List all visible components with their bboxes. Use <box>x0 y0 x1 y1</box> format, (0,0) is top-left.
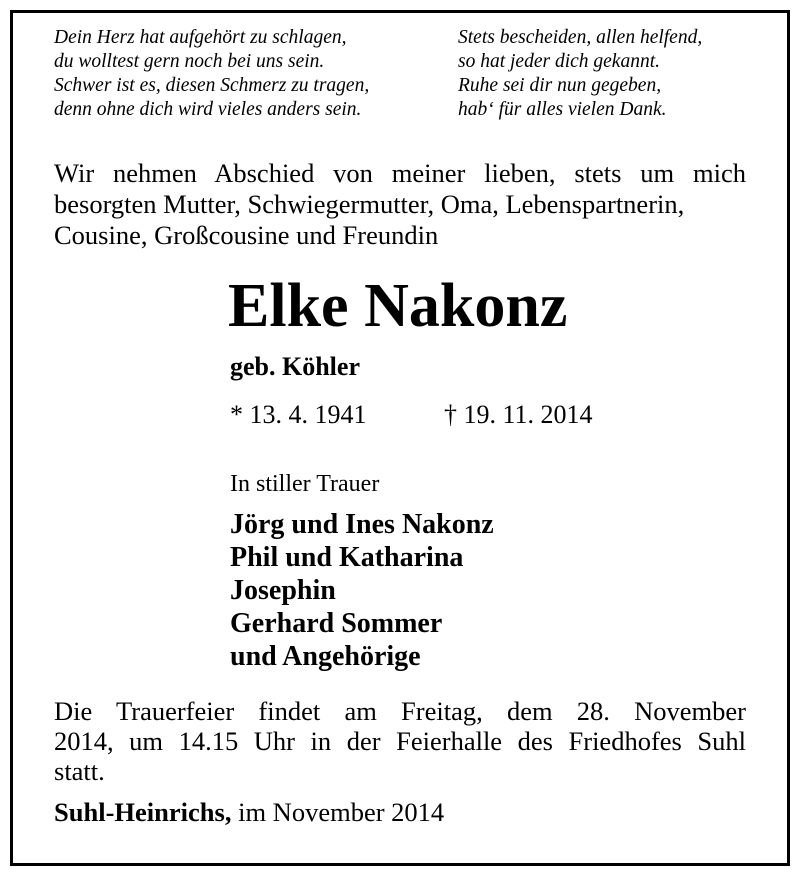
deceased-name: Elke Nakonz <box>228 272 568 340</box>
closing-line <box>54 797 444 827</box>
poem-line: so hat jeder dich gekannt. <box>458 51 660 72</box>
mourner: Phil und Katharina <box>230 542 464 573</box>
poem-line: hab‘ für alles vielen Dank. <box>458 99 667 120</box>
poem-line: du wolltest gern noch bei uns sein. <box>54 51 325 72</box>
maiden-name: geb. Köhler <box>230 352 360 381</box>
mourning-label: In stiller Trauer <box>230 471 380 497</box>
poem-line: Stets bescheiden, allen helfend, <box>458 27 703 48</box>
intro-body: Wir nehmen Abschied von meiner lieben, stets um mich besorgten Mutter, Schwiegermutter, Oma, Lebenspartnerin, <box>54 158 746 219</box>
poem-line: Dein Herz hat aufgehört zu schlagen, <box>54 27 347 48</box>
ceremony-info <box>54 696 746 786</box>
mourner: Gerhard Sommer <box>230 608 443 639</box>
death-date: † 19. 11. 2014 <box>444 400 593 429</box>
ceremony-line: 2014, um 14.15 Uhr in der Feierhalle des Friedhofes Suhl <box>54 726 746 756</box>
ceremony-line: Die Trauerfeier findet am Freitag, dem 28. November <box>54 696 746 726</box>
poem-line: Schwer ist es, diesen Schmerz zu tragen, <box>54 75 370 96</box>
poem-right <box>458 26 702 122</box>
mourner: Jörg und Ines Nakonz <box>230 509 494 540</box>
mourner: und Angehörige <box>230 641 421 672</box>
closing-date: im November 2014 <box>238 797 445 827</box>
intro-last-line: Cousine, Großcousine und Freundin <box>54 220 439 250</box>
intro-text <box>54 158 746 251</box>
mourner: Josephin <box>230 575 336 606</box>
ceremony-line: statt. <box>54 756 105 786</box>
closing-place: Suhl-Heinrichs, <box>54 797 232 827</box>
poem-line: Ruhe sei dir nun gegeben, <box>458 75 662 96</box>
poem-left <box>54 26 369 122</box>
birth-date: * 13. 4. 1941 <box>230 400 367 429</box>
poem-line: denn ohne dich wird vieles anders sein. <box>54 99 362 120</box>
mourners-list <box>230 508 494 673</box>
